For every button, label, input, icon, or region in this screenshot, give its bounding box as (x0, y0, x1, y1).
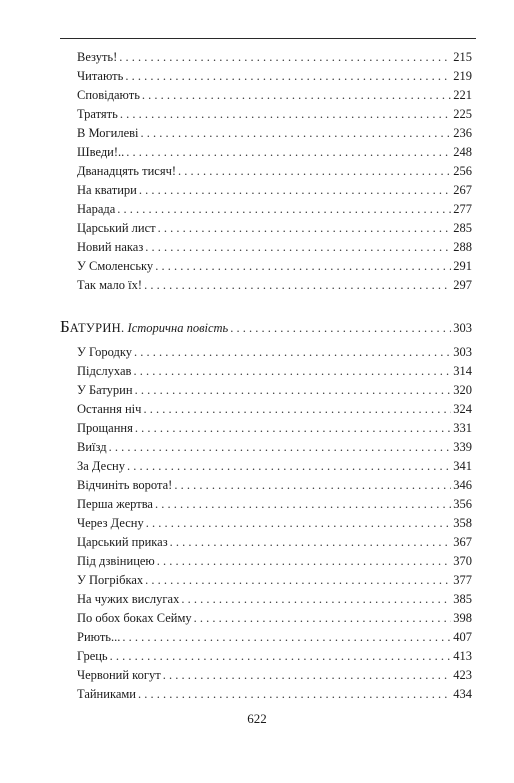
toc-entry-title: Під дзвіницею (77, 554, 155, 568)
dot-leader (157, 552, 451, 570)
toc-entry-title: У Городку (77, 345, 132, 359)
toc-entry-page: 423 (453, 668, 472, 682)
toc-entry-title: В Могилеві (77, 126, 139, 140)
toc-entry-page: 356 (453, 497, 472, 511)
toc-entry[interactable] (77, 590, 472, 608)
top-rule (60, 38, 476, 39)
toc-entry[interactable] (77, 238, 472, 256)
toc-entry[interactable] (77, 181, 472, 199)
dot-leader (146, 514, 452, 532)
toc-entry-title: Перша жертва (77, 497, 153, 511)
page-number: 622 (247, 711, 267, 726)
toc-entry[interactable] (77, 362, 472, 380)
toc-entry[interactable] (77, 343, 472, 361)
toc-entry[interactable] (77, 514, 472, 532)
toc-entry-page: 324 (453, 402, 472, 416)
toc-entry-title: Тайниками (77, 687, 136, 701)
toc-entry[interactable] (77, 124, 472, 142)
toc-entry-page: 303 (453, 321, 472, 335)
toc-entry-title: Дванадцять тисяч! (77, 164, 177, 178)
toc-entry[interactable] (77, 105, 472, 123)
toc-entry[interactable] (77, 571, 472, 589)
dot-leader (109, 438, 452, 456)
dot-leader (144, 276, 451, 294)
dot-leader (145, 571, 451, 589)
toc-entry-page: 291 (453, 259, 472, 273)
toc-entry[interactable] (77, 381, 472, 399)
dot-leader (133, 362, 451, 380)
toc-entry-title: Новий наказ (77, 240, 144, 254)
toc-entry[interactable] (77, 419, 472, 437)
toc-entry-title: Царський приказ (77, 535, 168, 549)
toc-entry-page: 215 (453, 50, 472, 64)
toc-entry[interactable] (77, 219, 472, 237)
toc-entry[interactable] (77, 457, 472, 475)
dot-leader (127, 457, 451, 475)
toc-entry-title: Виїзд (77, 440, 107, 454)
toc-entry-title: Царський лист (77, 221, 156, 235)
toc-entry-page: 339 (453, 440, 472, 454)
dot-leader (181, 590, 451, 608)
toc-entry-title: Остання ніч (77, 402, 142, 416)
toc-entry-page: 221 (453, 88, 472, 102)
toc-entry-title: На кватири (77, 183, 137, 197)
dot-leader (230, 319, 451, 337)
toc-entry[interactable] (77, 533, 472, 551)
dot-leader (178, 162, 451, 180)
toc-entry-page: 225 (453, 107, 472, 121)
drop-initial: Б (60, 318, 70, 336)
dot-leader (142, 86, 451, 104)
toc-entry-title: За Десну (77, 459, 125, 473)
dot-leader (138, 685, 451, 703)
toc-entry-title: Читають (77, 69, 124, 83)
toc-entry-page: 256 (453, 164, 472, 178)
dot-leader (139, 181, 451, 199)
dot-leader (135, 419, 451, 437)
toc-entry-page: 288 (453, 240, 472, 254)
toc-entry[interactable] (77, 86, 472, 104)
toc-entry[interactable] (77, 666, 472, 684)
toc-entry[interactable] (77, 276, 472, 294)
toc-entry-page: 297 (453, 278, 472, 292)
toc-entry-title: Тратять (77, 107, 118, 121)
toc-entry-page: 358 (453, 516, 472, 530)
toc-entry[interactable] (77, 48, 472, 66)
toc-entry[interactable] (77, 609, 472, 627)
toc-entry-title: Відчиніть ворота! (77, 478, 173, 492)
dot-leader (120, 105, 451, 123)
dot-leader (158, 219, 452, 237)
toc-entry-page: 413 (453, 649, 472, 663)
toc-entry-page: 219 (453, 69, 472, 83)
toc-entry[interactable] (77, 400, 472, 418)
toc-entry-page: 236 (453, 126, 472, 140)
toc-entry[interactable] (77, 628, 472, 646)
dot-leader (163, 666, 452, 684)
toc-entry-page: 320 (453, 383, 472, 397)
dot-leader (155, 495, 451, 513)
dot-leader (143, 400, 451, 418)
toc-entry[interactable] (77, 685, 472, 703)
toc-entry-title: Червоний когут (77, 668, 161, 682)
toc-entry-title: Везуть! (77, 50, 118, 64)
dot-leader (134, 343, 451, 361)
toc-entry-page: 285 (453, 221, 472, 235)
dot-leader (119, 48, 451, 66)
toc-entry[interactable] (77, 647, 472, 665)
toc-entry[interactable] (77, 200, 472, 218)
toc-entry-title: У Смоленську (77, 259, 154, 273)
toc-entry-title: Так мало їх! (77, 278, 143, 292)
dot-leader (174, 476, 451, 494)
toc-entry[interactable] (77, 552, 472, 570)
toc-entry-page: 331 (453, 421, 472, 435)
work-title-caps: АТУРИН. (69, 321, 125, 335)
toc-entry-title: По обох боках Сейму (77, 611, 192, 625)
dot-leader (135, 381, 452, 399)
dot-leader (126, 143, 451, 161)
dot-leader (122, 628, 451, 646)
toc-entry-title: У Батурин (77, 383, 133, 397)
toc-entry-page: 248 (453, 145, 472, 159)
toc-entry-page: 346 (453, 478, 472, 492)
toc-entry-title: Грець (77, 649, 108, 663)
dot-leader (170, 533, 452, 551)
toc-main-entry[interactable] (60, 318, 472, 337)
dot-leader (155, 257, 451, 275)
toc-entry-title: Шведи!.. (77, 145, 125, 159)
dot-leader (141, 124, 452, 142)
toc-entry-title: Прощання (77, 421, 133, 435)
toc-entry-page: 398 (453, 611, 472, 625)
toc-entry[interactable] (77, 143, 472, 161)
dot-leader (145, 238, 451, 256)
toc-entry[interactable] (77, 257, 472, 275)
toc-entry-title: Сповідають (77, 88, 140, 102)
toc-entry[interactable] (77, 438, 472, 456)
toc-entry-page: 303 (453, 345, 472, 359)
dot-leader (117, 200, 451, 218)
toc-entry[interactable] (77, 67, 472, 85)
toc-entry-title: Риють... (77, 630, 121, 644)
toc-entry-page: 267 (453, 183, 472, 197)
toc-entry-page: 277 (453, 202, 472, 216)
toc-entry-title: У Погрібках (77, 573, 144, 587)
dot-leader (125, 67, 451, 85)
toc-entry-page: 370 (453, 554, 472, 568)
toc-entry-title: На чужих вислугах (77, 592, 180, 606)
toc-entry[interactable] (77, 162, 472, 180)
toc-entry-page: 377 (453, 573, 472, 587)
toc-entry[interactable] (77, 476, 472, 494)
toc-entry-page: 314 (453, 364, 472, 378)
toc-entry-title: Через Десну (77, 516, 144, 530)
work-subtitle: Історична повість (127, 321, 229, 335)
toc-entry-page: 385 (453, 592, 472, 606)
toc-entry-page: 434 (453, 687, 472, 701)
toc-entry-title: Підслухав (77, 364, 132, 378)
dot-leader (194, 609, 452, 627)
dot-leader (110, 647, 452, 665)
toc-entry-title: Нарада (77, 202, 116, 216)
toc-entry-page: 367 (453, 535, 472, 549)
toc-entry-page: 407 (453, 630, 472, 644)
toc-main-title (60, 318, 228, 337)
toc-entry[interactable] (77, 495, 472, 513)
toc-entry-page: 341 (453, 459, 472, 473)
